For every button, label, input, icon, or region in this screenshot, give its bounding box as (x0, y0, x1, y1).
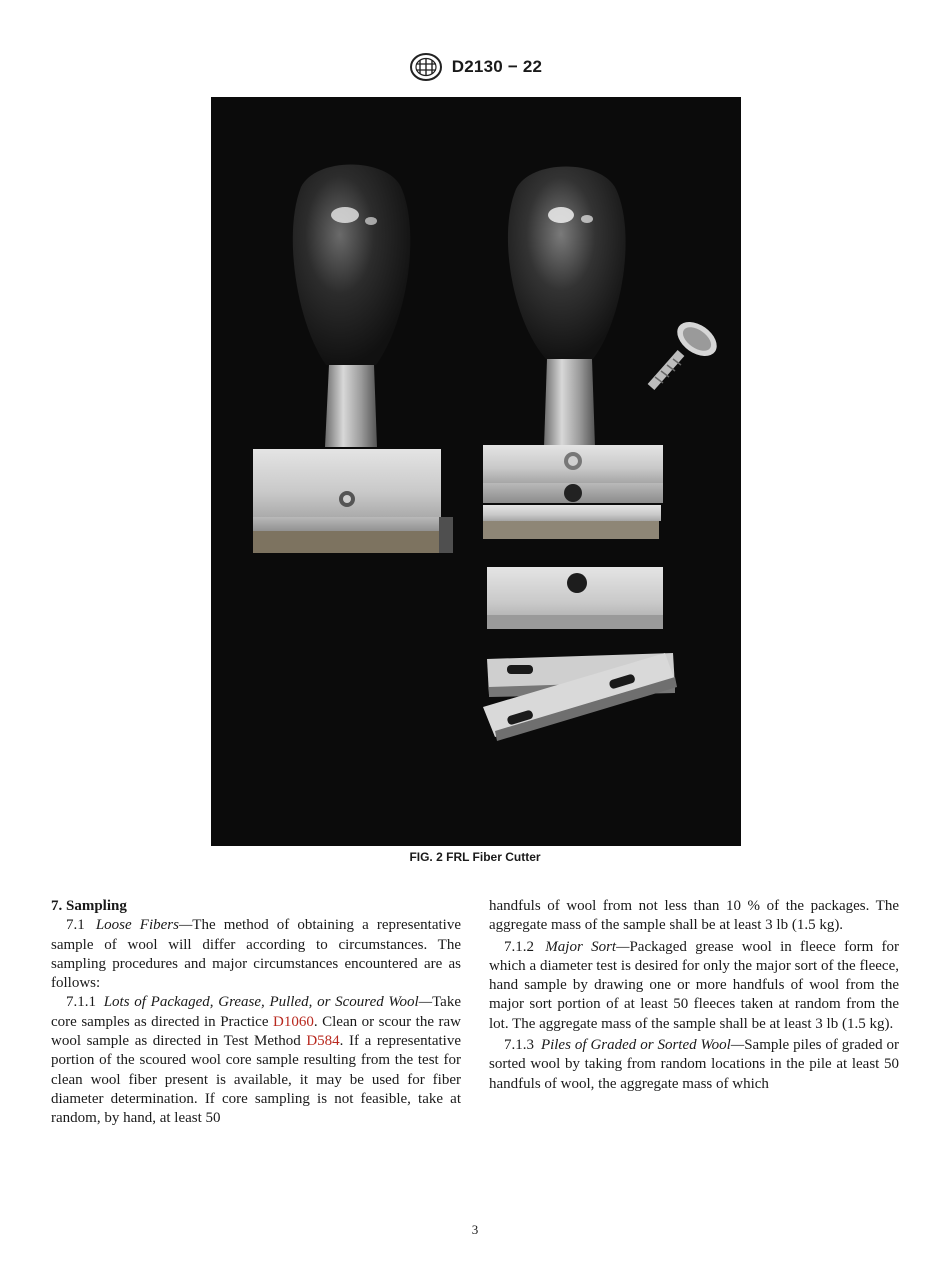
document-id: D2130 − 22 (451, 57, 543, 76)
left-column (51, 897, 461, 1129)
page-number: 3 (471, 1222, 479, 1237)
right-cutter (483, 167, 663, 540)
fiber-cutter-photo (211, 97, 741, 846)
thumb-screw (651, 315, 723, 387)
section-heading: 7. Sampling (51, 898, 127, 914)
reference-link-d1060[interactable]: D1060 (273, 1013, 314, 1030)
left-cutter (253, 165, 453, 554)
paragraph-7-1-2: 7.1.2 Major Sort—Packaged grease wool in fleece form for which a diameter test is desired for only the major sort of the fleece, hand sample by drawing one or more handfuls of wool from the major sort portion of at least 50 fleeces taken at random from the lot. The aggregate mass of the sample shall be at least 3 lb (1.5 kg). (489, 938, 900, 1032)
paragraph-7-1-3: 7.1.3 Piles of Graded or Sorted Wool—Sample piles of graded or sorted wool by taking from random locations in the pile at least 50 handfuls of wool, the aggregate mass of which (489, 1037, 900, 1092)
astm-logo-icon (408, 52, 444, 82)
cutter-blades (483, 653, 677, 741)
figure-caption: FIG. 2 FRL Fiber Cutter (409, 850, 541, 864)
paragraph-7-1-1-continued: handfuls of wool from not less than 10 % of the packages. The aggregate mass of the sample shall be at least 3 lb (1.5 kg). (489, 898, 899, 934)
right-column (489, 897, 899, 1094)
page-header (0, 52, 950, 84)
separate-block (487, 567, 663, 629)
paragraph-7-1: 7.1 Loose Fibers—The method of obtaining a representative sample of wool will differ according to circumstances. The sampling procedures and major circumstances encountered are as follows: (51, 917, 461, 992)
paragraph-7-1-1: 7.1.1 Lots of Packaged, Grease, Pulled, or Scoured Wool—Take core samples as directed in Practice D1060. Clean or scour the raw wool sample as directed in Test Method D584. If a representative portion of the scoured wool core sample resulting from the test for clean wool fiber present is available, it may be used for fiber diameter determination. If core sampling is not feasible, take at random, by hand, at least 50 (51, 994, 461, 1127)
reference-link-d584[interactable]: D584 (306, 1033, 340, 1050)
